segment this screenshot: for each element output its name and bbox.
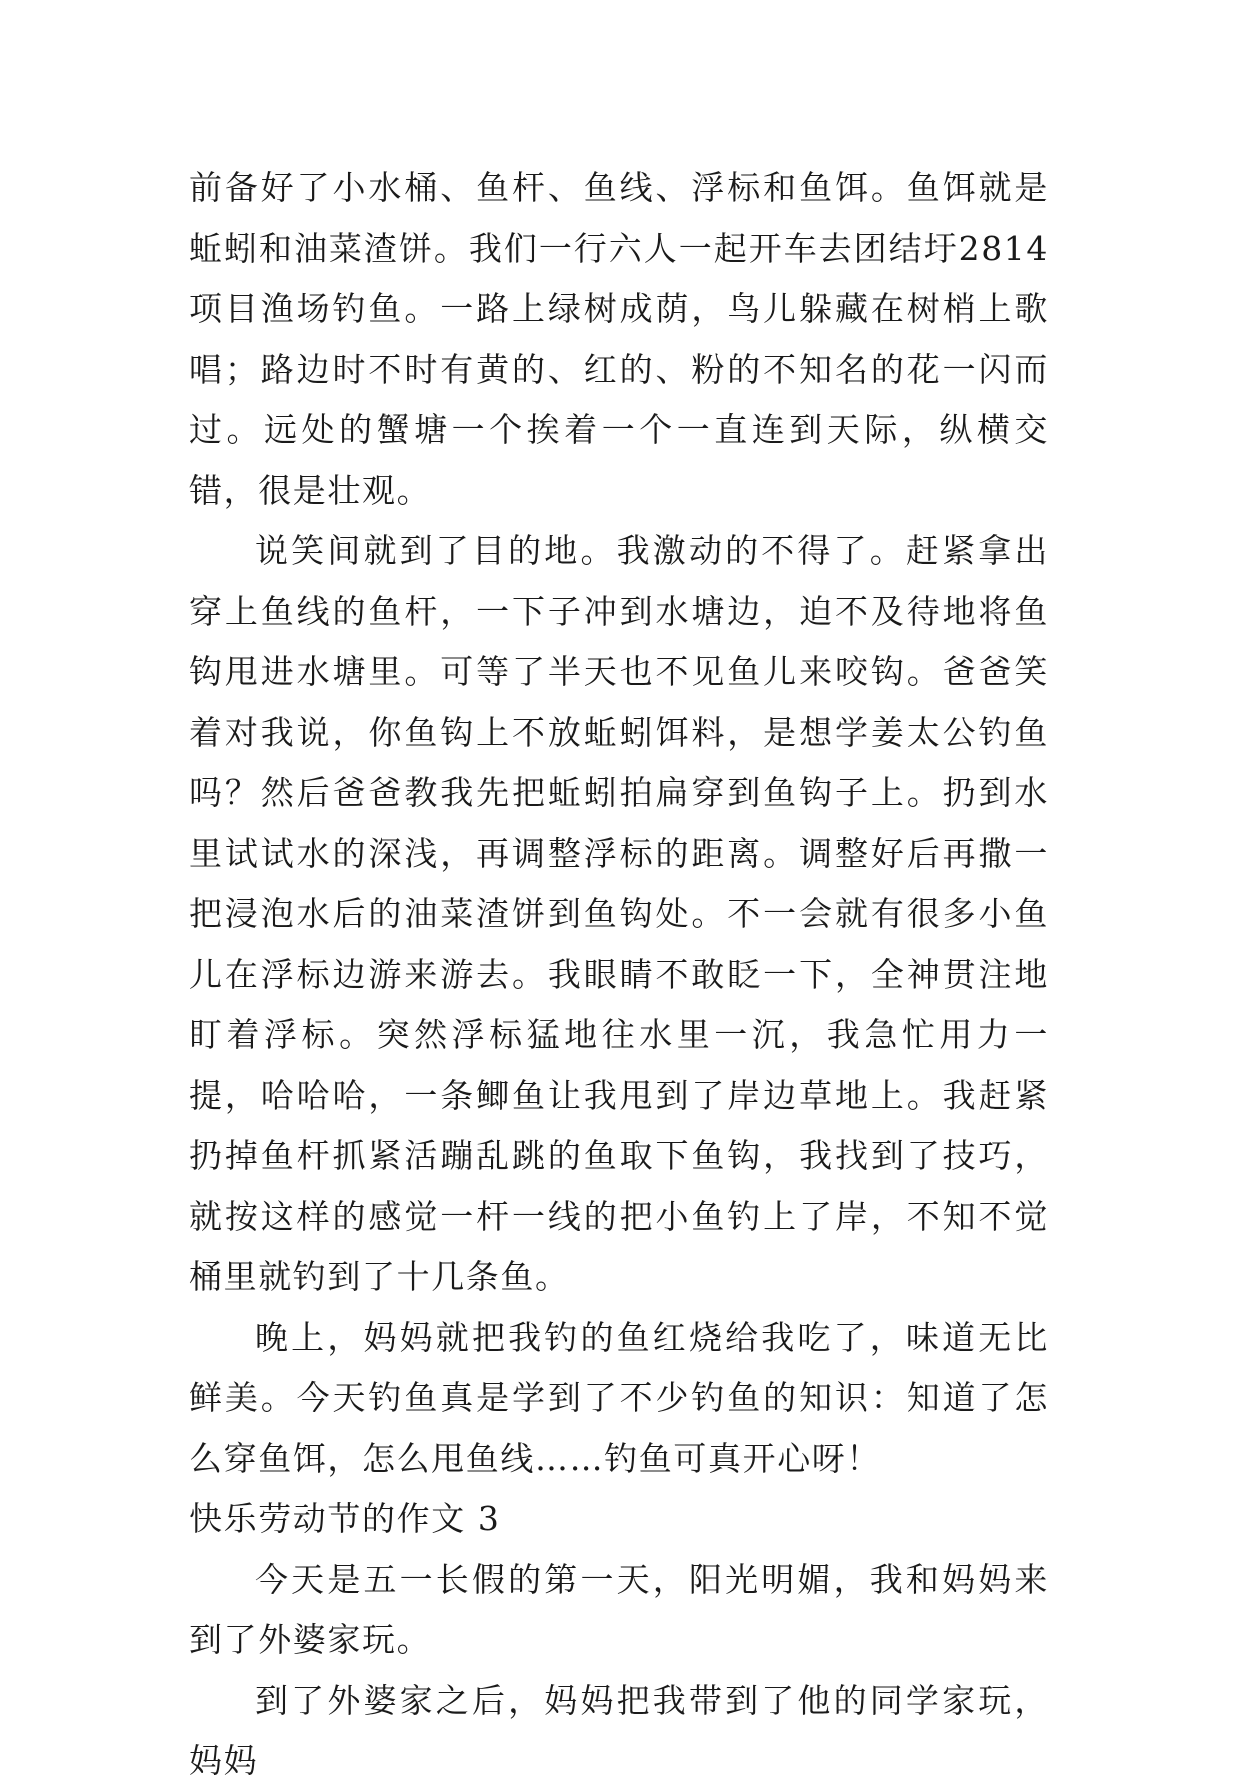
document-body (189, 158, 1049, 1792)
paragraph-3: 晚上，妈妈就把我钓的鱼红烧给我吃了，味道无比鲜美。今天钓鱼真是学到了不少钓鱼的知识：知道了怎么穿鱼饵，怎么甩鱼线……钓鱼可真开心呀！ (189, 1317, 1049, 1478)
section-heading: 快乐劳动节的作文 3 (189, 1499, 501, 1538)
paragraph-2: 说笑间就到了目的地。我激动的不得了。赶紧拿出穿上鱼线的鱼杆，一下子冲到水塘边，迫不及待地将鱼钩甩进水塘里。可等了半天也不见鱼儿来咬钩。爸爸笑着对我说，你鱼钩上不放蚯蚓饵料，是想学姜太公钓鱼吗？然后爸爸教我先把蚯蚓拍扁穿到鱼钩子上。扔到水里试试水的深浅，再调整浮标的距离。调整好后再撒一把浸泡水后的油菜渣饼到鱼钩处。不一会就有很多小鱼儿在浮标边游来游去。我眼睛不敢眨一下，全神贯注地盯着浮标。突然浮标猛地往水里一沉，我急忙用力一提，哈哈哈，一条鲫鱼让我甩到了岸边草地上。我赶紧扔掉鱼杆抓紧活蹦乱跳的鱼取下鱼钩，我找到了技巧，就按这样的感觉一杆一线的把小鱼钓上了岸，不知不觉桶里就钓到了十几条鱼。 (189, 531, 1049, 1296)
paragraph-1: 前备好了小水桶、鱼杆、鱼线、浮标和鱼饵。鱼饵就是蚯蚓和油菜渣饼。我们一行六人一起开车去团结圩2814项目渔场钓鱼。一路上绿树成荫，鸟儿躲藏在树梢上歌唱；路边时不时有黄的、红的、粉的不知名的花一闪而过。远处的蟹塘一个挨着一个一直连到天际，纵横交错，很是壮观。 (189, 168, 1049, 510)
paragraph-4: 今天是五一长假的第一天，阳光明媚，我和妈妈来到了外婆家玩。 (189, 1559, 1049, 1659)
paragraph-5: 到了外婆家之后，妈妈把我带到了他的同学家玩，妈妈 (189, 1680, 1049, 1780)
